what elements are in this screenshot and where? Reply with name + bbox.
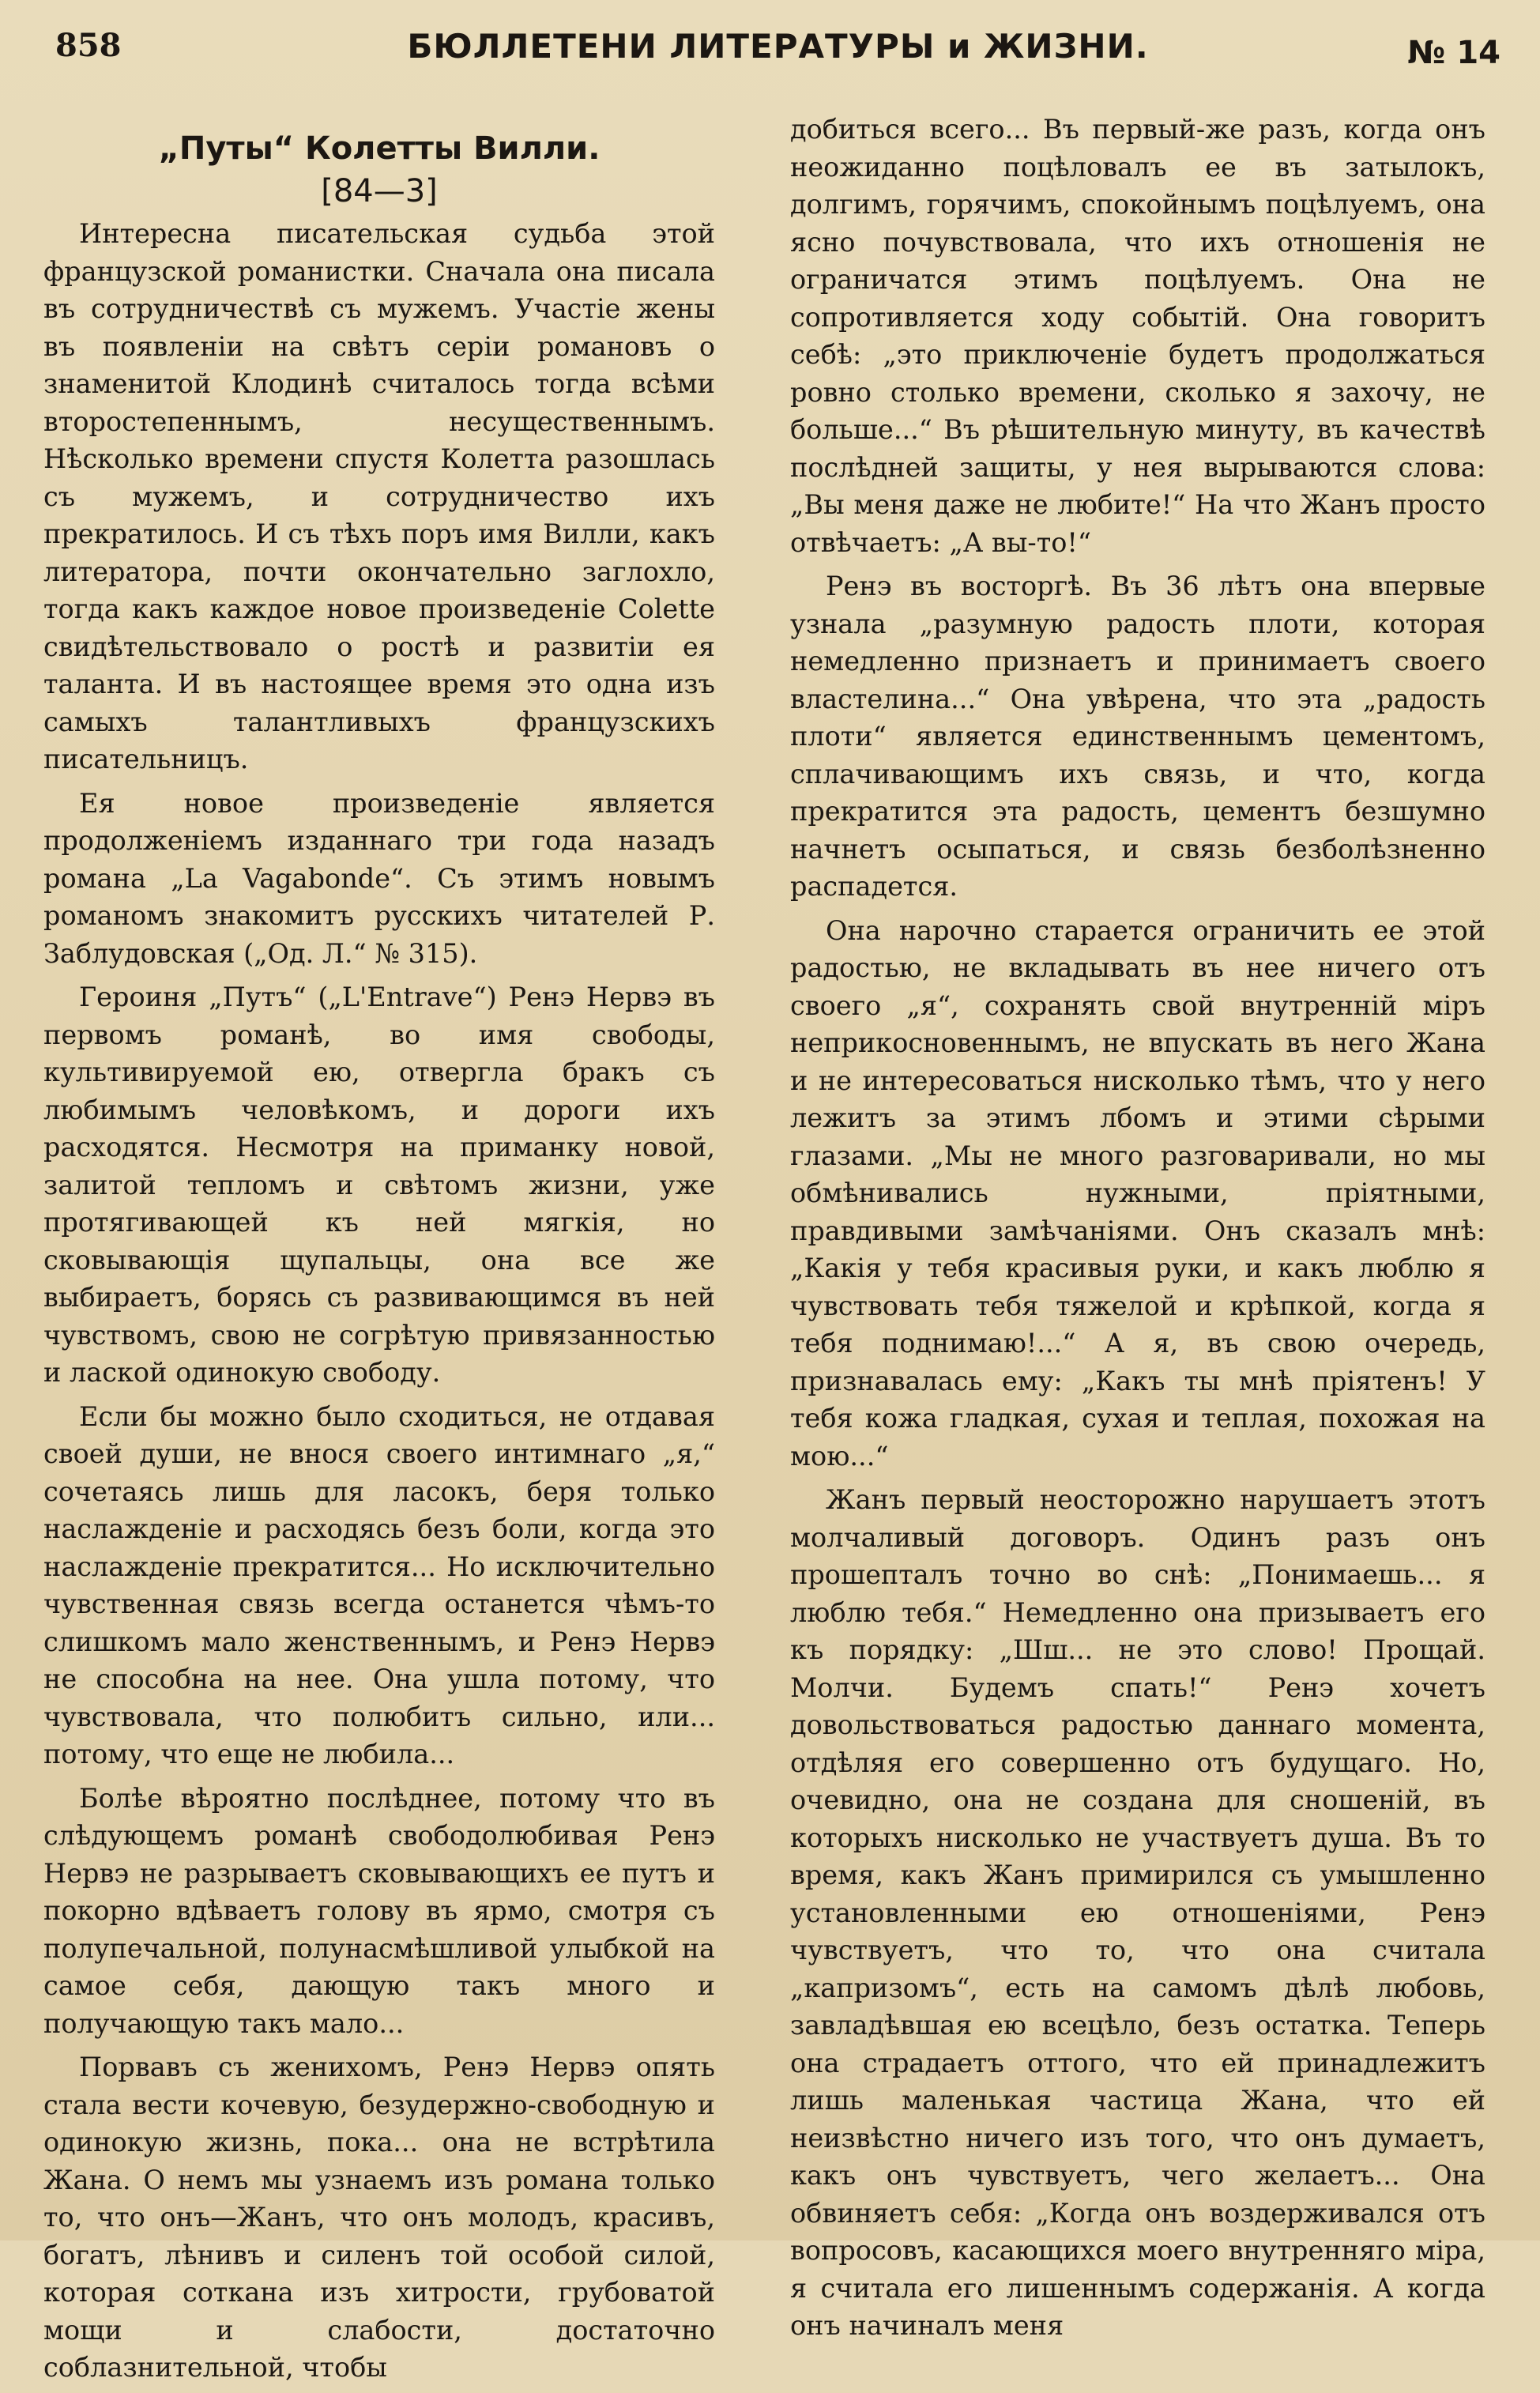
page-header xyxy=(47,24,1508,79)
paragraph: Порвавъ съ женихомъ, Ренэ Нервэ опять стала вести кочевую, безудержно-свободную и одинокую жизнь, пока... она не встрѣтила Жана. О немъ мы узнаемъ изъ романа только то, что онъ—Жанъ, что онъ молодъ, красивъ, богатъ, лѣнивъ и силенъ той особой силой, которая соткана изъ хитрости, грубоватой мощи и слабости, достаточно соблазнительной, чтобы xyxy=(43,2052,715,2383)
paragraph: Ея новое произведеніе является продолженіемъ изданнаго три года назадъ романа „La Vagabonde“. Съ этимъ новымъ романомъ знакомитъ русскихъ читателей Р. Заблудовская („Од. Л.“ № 315). xyxy=(43,787,715,969)
page-number: 858 xyxy=(55,27,122,64)
article-title: „Путы“ Колетты Вилли. xyxy=(158,130,601,167)
paragraph: Она нарочно старается ограничить ее этой радостью, не вкладывать въ нее ничего отъ своего „я“, сохранять свой внутренній міръ неприкосновеннымъ, не впускать въ него Жана и не интересоваться нисколько тѣмъ, что у него лежитъ за этимъ лбомъ и этими сѣрыми глазами. „Мы не много разговаривали, но мы обмѣнивались нужными, пріятными, правдивыми замѣчаніями. Онъ сказалъ мнѣ: „Какія у тебя красивыя руки, и какъ люблю я чувствовать тебя тяжелой и крѣпкой, когда я тебя поднимаю!...“ А я, въ свою очередь, признавалась ему: „Какъ ты мнѣ пріятенъ! У тебя кожа гладкая, сухая и теплая, похожая на мою...“ xyxy=(790,914,1485,1472)
right-column xyxy=(790,111,1485,2351)
running-title: БЮЛЛЕТЕНИ ЛИТЕРАТУРЫ и ЖИЗНИ. xyxy=(407,27,1149,66)
paragraph: Болѣе вѣроятно послѣднее, потому что въ слѣдующемъ романѣ свободолюбивая Ренэ Нервэ не разрываетъ сковывающихъ ее путъ и покорно вдѣваетъ голову въ ярмо, смотря съ полупечальной, полунасмѣшливой улыбкой на самое себя, дающую такъ много и получающую такъ мало... xyxy=(43,1782,715,2039)
paragraph: Ренэ въ восторгѣ. Въ 36 лѣтъ она впервые узнала „разумную радость плоти, которая немедленно признаетъ и принимаетъ своего властелина...“ Она увѣрена, что эта „радость плоти“ является единственнымъ цементомъ, сплачивающимъ ихъ связь, и что, когда прекратится эта радость, цементъ безшумно начнетъ осыпаться, и связь безболѣзненно распадется. xyxy=(790,571,1485,902)
paragraph: Жанъ первый неосторожно нарушаетъ этотъ молчаливый договоръ. Одинъ разъ онъ прошепталъ точно во снѣ: „Понимаешь... я люблю тебя.“ Немедленно она призываетъ его къ порядку: „Шш... не это слово! Прощай. Молчи. Будемъ спать!“ Ренэ хочетъ довольствоваться радостью даннаго момента, отдѣляя его совершенно отъ будущаго. Но, очевидно, она не создана для сношеній, въ которыхъ нисколько не участвуетъ душа. Въ то время, какъ Жанъ примирился съ умышленно установленными ею отношеніями, Ренэ чувствуетъ, что то, что она считала „капризомъ“, есть на самомъ дѣлѣ любовь, завладѣвшая ею всецѣло, безъ остатка. Теперь она страдаетъ оттого, что ей принадлежитъ лишь маленькая частица Жана, что ей неизвѣстно ничего изъ того, что онъ думаетъ, какъ онъ чувствуетъ, чего желаетъ... Она обвиняетъ себя: „Когда онъ воздерживался отъ вопросовъ, касающихся моего внутренняго міра, я считала его лишеннымъ содержанія. А когда онъ начиналъ меня xyxy=(790,1484,1485,2341)
paragraph: Если бы можно было сходиться, не отдавая своей души, не внося своего интимнаго „я,“ сочетаясь лишь для ласокъ, беря только наслажденіе и расходясь безъ боли, когда это наслажденіе прекратится... Но исключительно чувственная связь всегда останется чѣмъ-то слишкомъ мало женственнымъ, и Ренэ Нервэ не способна на нее. Она ушла потому, что чувствовала, что полюбитъ сильно, или... потому, что еще не любила... xyxy=(43,1400,715,1769)
left-column xyxy=(43,119,715,2393)
paragraph: Героиня „Путъ“ („L'Entrave“) Ренэ Нервэ въ первомъ романѣ, во имя свободы, культивируемой ею, отвергла бракъ съ любимымъ человѣкомъ, и дороги ихъ расходятся. Несмотря на приманку новой, залитой тепломъ и свѣтомъ жизни, уже протягивающей къ ней мягкія, но сковывающія щупальцы, она все же выбираетъ, борясь съ развивающимся въ ней чувствомъ, свою не согрѣтую привязанностью и лаской одинокую свободу. xyxy=(43,982,715,1388)
article-reference: [84—3] xyxy=(321,173,438,209)
paragraph: добиться всего... Въ первый-же разъ, когда онъ неожиданно поцѣловалъ ее въ затылокъ, долгимъ, горячимъ, спокойнымъ поцѣлуемъ, она ясно почувствовала, что ихъ отношенія не ограничатся этимъ поцѣлуемъ. Она не сопротивляется ходу событій. Она говоритъ себѣ: „это приключеніе будетъ продолжаться ровно столько времени, сколько я захочу, не больше...“ Въ рѣшительную минуту, въ качествѣ послѣдней защиты, у нея вырываются слова: „Вы меня даже не любите!“ На что Жанъ просто отвѣчаетъ: „А вы-то!“ xyxy=(790,114,1485,558)
paragraph: Интересна писательская судьба этой французской романистки. Сначала она писала въ сотрудничествѣ съ мужемъ. Участіе жены въ появленіи на свѣтъ серіи романовъ о знаменитой Клодинѣ считалось тогда всѣми второстепеннымъ, несущественнымъ. Нѣсколько времени спустя Колетта разошлась съ мужемъ, и сотрудничество ихъ прекратилось. И съ тѣхъ поръ имя Вилли, какъ литератора, почти окончательно заглохло, тогда какъ каждое новое произведеніе Colette свидѣтельствовало о ростѣ и развитіи ея таланта. И въ настоящее время это одна изъ самыхъ талантливыхъ французскихъ писательницъ. xyxy=(43,218,715,774)
issue-number: № 14 xyxy=(1407,35,1500,71)
